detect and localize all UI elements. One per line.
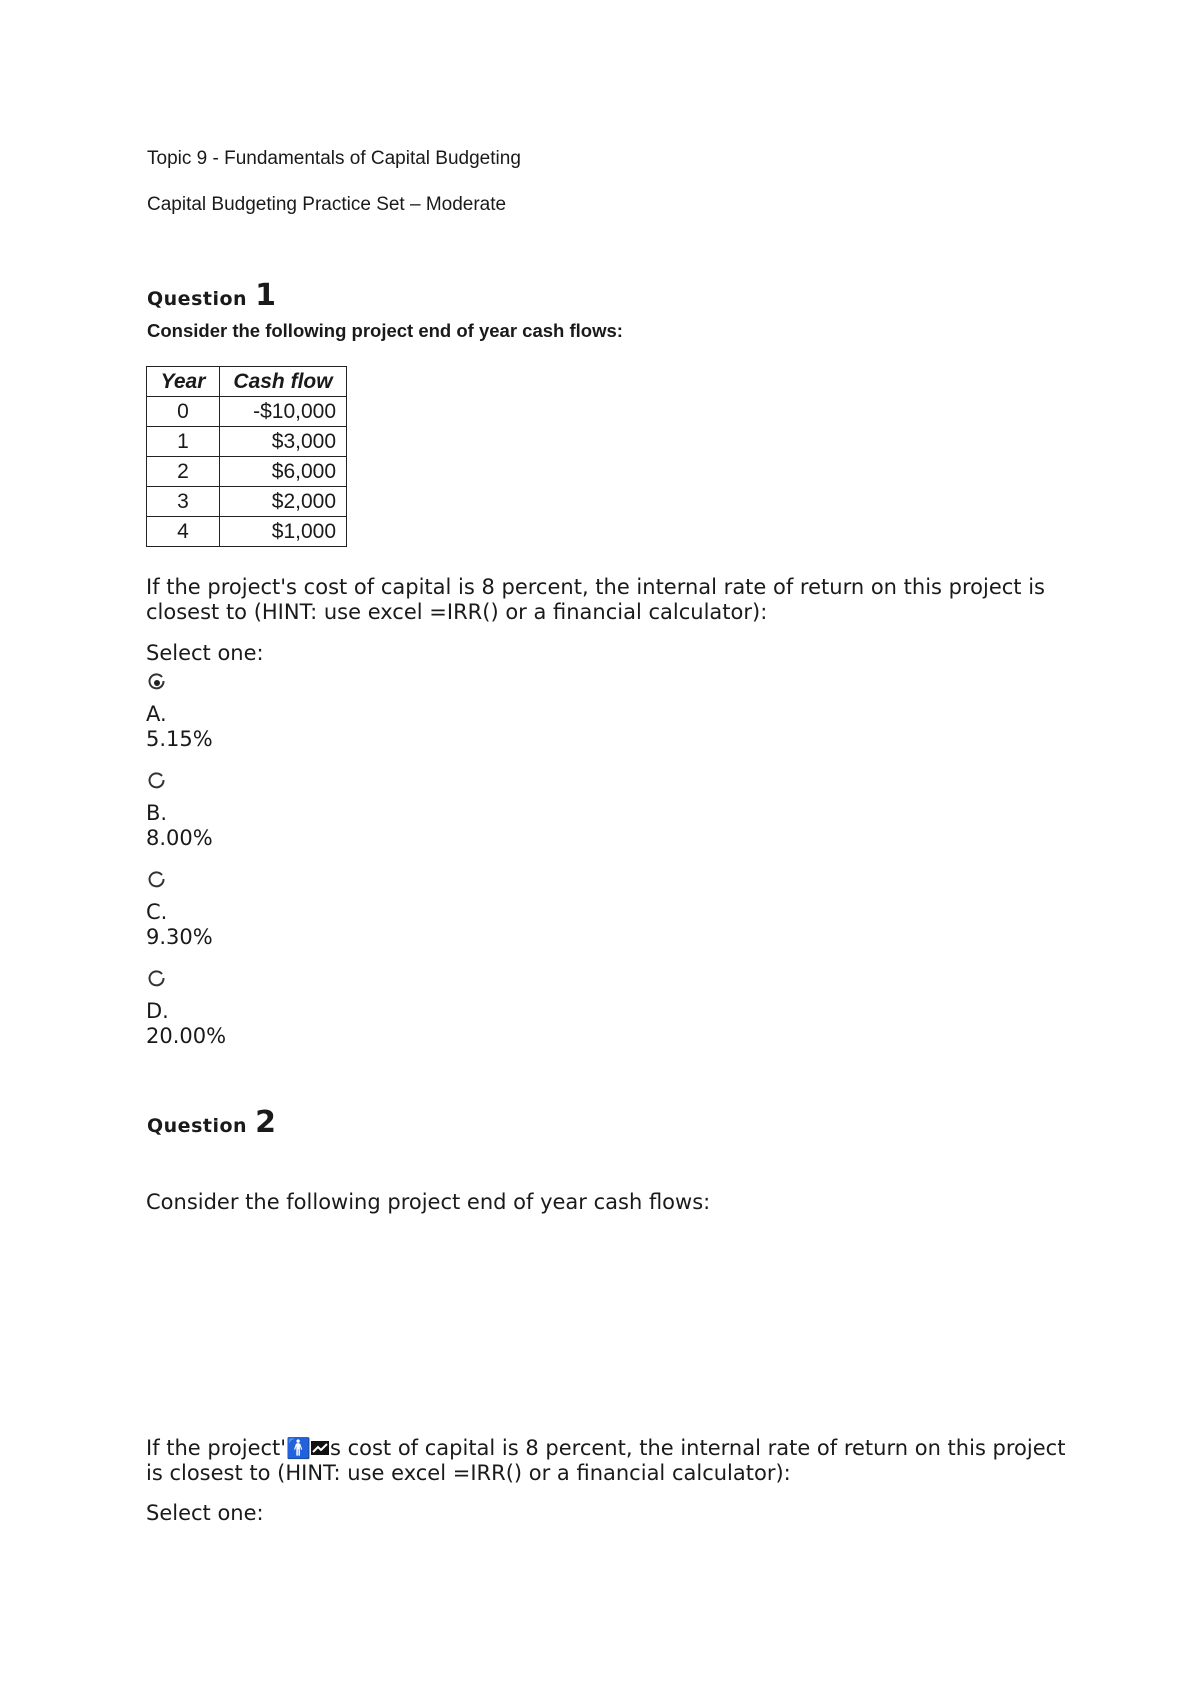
option-value: 9.30% (146, 925, 213, 949)
option-d[interactable] (146, 969, 226, 1049)
table-row (147, 427, 347, 457)
question-1-heading (147, 278, 276, 313)
question-label: Question (147, 1115, 248, 1137)
option-a[interactable] (146, 672, 213, 752)
table-row (147, 397, 347, 427)
year-cell: 0 (147, 397, 220, 427)
option-letter: C. (146, 900, 168, 924)
year-cell: 2 (147, 457, 220, 487)
year-cell: 4 (147, 517, 220, 547)
cash-flow-cell: -$10,000 (220, 397, 347, 427)
table-header-cash-flow: Cash flow (220, 367, 347, 397)
table-header-year: Year (147, 367, 220, 397)
question-number: 2 (255, 1105, 276, 1140)
option-c[interactable] (146, 870, 213, 950)
option-letter: A. (146, 702, 167, 726)
question-number: 1 (255, 278, 276, 313)
radio-unselected-icon[interactable] (146, 771, 168, 793)
question-1-text: If the project's cost of capital is 8 percent, the internal rate of return on this project is closest to (HINT: use excel =IRR() or a financial calculator): (146, 575, 1045, 624)
cash-flow-table (146, 366, 347, 547)
cash-flow-cell: $1,000 (220, 517, 347, 547)
table-row (147, 487, 347, 517)
question-2-text-before: If the project' (146, 1436, 287, 1460)
question-1-prompt: Consider the following project end of year cash flows: (147, 320, 623, 341)
table-row (147, 517, 347, 547)
radio-unselected-icon[interactable] (146, 969, 168, 991)
cash-flow-cell: $2,000 (220, 487, 347, 517)
question-2-prompt: Consider the following project end of year cash flows: (146, 1190, 711, 1214)
select-one-label: Select one: (146, 1501, 264, 1525)
cash-flow-cell: $6,000 (220, 457, 347, 487)
option-letter: D. (146, 999, 169, 1023)
option-value: 5.15% (146, 727, 213, 751)
question-2-text (146, 1436, 1076, 1486)
radio-unselected-icon[interactable] (146, 870, 168, 892)
year-cell: 3 (147, 487, 220, 517)
question-label: Question (147, 288, 248, 310)
question-2-text-after: s cost of capital is 8 percent, the internal rate of return on this project is closest to (HINT: use excel =IRR() or a financial calculator): (146, 1436, 1066, 1485)
person-icon: 🚹 (286, 1436, 310, 1460)
practice-set-subtitle: Capital Budgeting Practice Set – Moderate (147, 194, 507, 215)
radio-selected-icon[interactable] (146, 672, 168, 694)
year-cell: 1 (147, 427, 220, 457)
question-2-heading (147, 1105, 276, 1140)
option-letter: B. (146, 801, 168, 825)
option-b[interactable] (146, 771, 213, 851)
option-value: 8.00% (146, 826, 213, 850)
chart-icon (310, 1439, 330, 1457)
cash-flow-cell: $3,000 (220, 427, 347, 457)
table-header-row (147, 367, 347, 397)
topic-title: Topic 9 - Fundamentals of Capital Budgeting (147, 148, 521, 169)
table-row (147, 457, 347, 487)
select-one-label: Select one: (146, 641, 264, 665)
option-value: 20.00% (146, 1024, 227, 1048)
